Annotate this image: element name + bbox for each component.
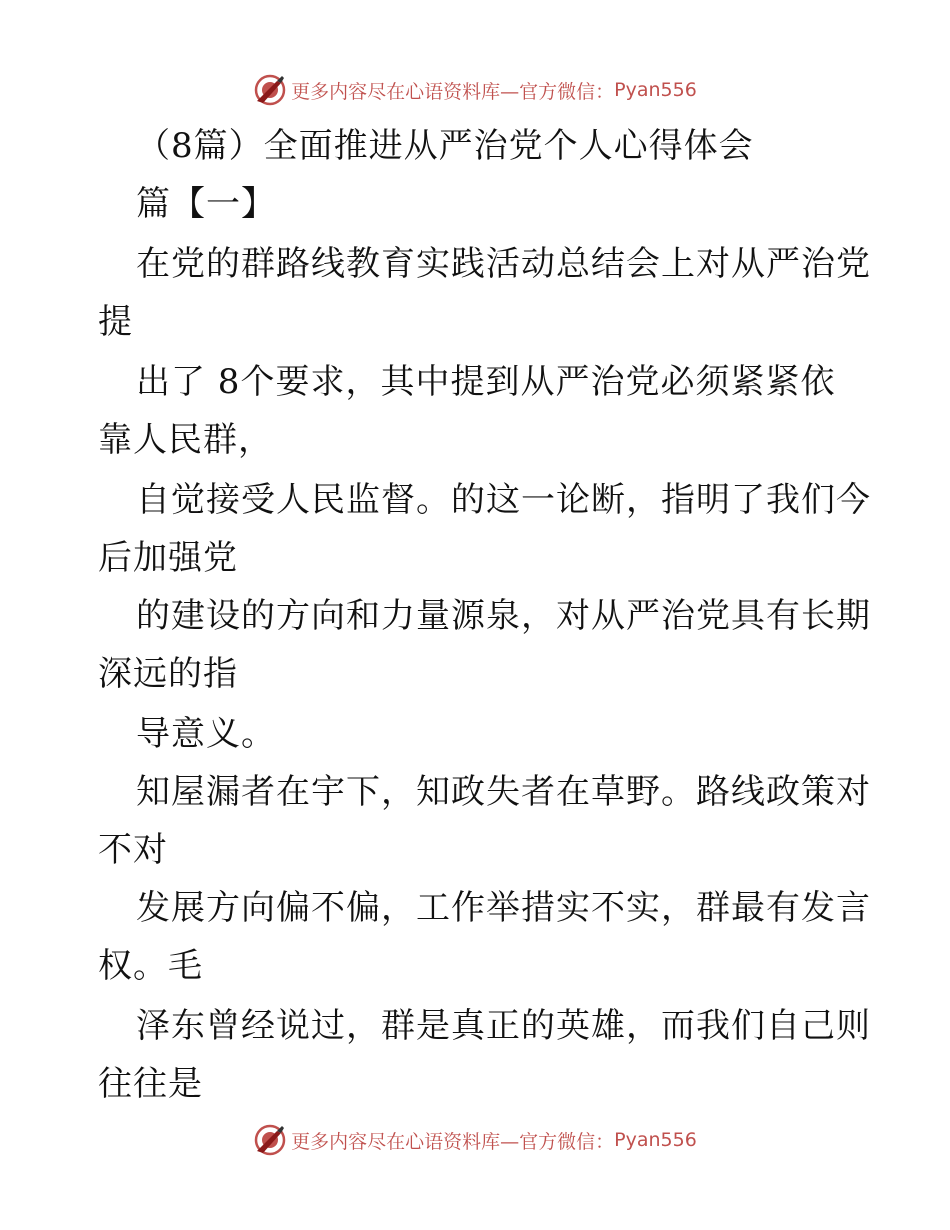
body-line: 知屋漏者在宇下，知政失者在草野。路线政策对 — [136, 772, 871, 812]
body-line: 提 — [98, 302, 133, 342]
body-line: 不对 — [98, 830, 168, 870]
document-title: （8篇）全面推进从严治党个人心得体会 — [136, 126, 754, 166]
body-line: 往往是 — [98, 1064, 203, 1104]
body-line: 在党的群路线教育实践活动总结会上对从严治党 — [136, 244, 871, 284]
body-line: 发展方向偏不偏，工作举措实不实，群最有发言 — [136, 888, 871, 928]
header-banner — [0, 70, 950, 110]
body-line: 导意义。 — [136, 714, 276, 754]
body-line: 出了 8个要求，其中提到从严治党必须紧紧依 — [136, 362, 836, 402]
banner-text: 更多内容尽在心语资料库—官方微信： — [291, 1130, 615, 1153]
body-line: 的建设的方向和力量源泉，对从严治党具有长期 — [136, 596, 871, 636]
body-line: 权。毛 — [98, 946, 203, 986]
body-line: 靠人民群， — [98, 420, 273, 460]
pen-logo-icon — [253, 1123, 287, 1157]
body-line: 自觉接受人民监督。的这一论断，指明了我们今 — [136, 480, 871, 520]
body-line: 后加强党 — [98, 538, 238, 578]
section-heading: 篇【一】 — [136, 184, 276, 224]
banner-wechat-id: Pyan556 — [614, 1129, 697, 1151]
banner-wechat-id: Pyan556 — [614, 79, 697, 101]
banner-text: 更多内容尽在心语资料库—官方微信： — [291, 80, 615, 103]
footer-banner — [0, 1120, 950, 1160]
pen-logo-icon — [253, 73, 287, 107]
body-line: 泽东曾经说过，群是真正的英雄，而我们自己则 — [136, 1006, 871, 1046]
body-line: 深远的指 — [98, 654, 238, 694]
